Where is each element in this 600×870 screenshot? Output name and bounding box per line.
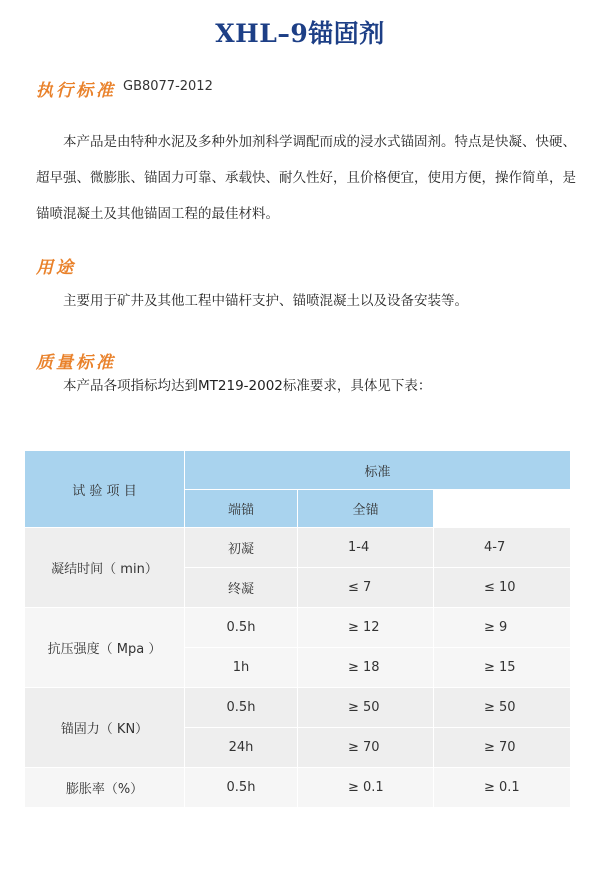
table-cell-end: ≥ 50 [298,688,434,728]
table-row [25,688,571,728]
table-cell-sub: 24h [185,728,298,768]
quality-paragraph: 本产品各项指标均达到MT219-2002标准要求，具体见下表： [63,378,432,394]
table-cell-full: ≥ 50 [434,688,571,728]
header-full-anchor: 全锚 [298,490,434,528]
table-cell-full: ≥ 9 [434,608,571,648]
usage-heading: 用途 [36,258,76,278]
table-cell-full: ≥ 15 [434,648,571,688]
table-cell-sub: 1h [185,648,298,688]
table-cell-sub: 终凝 [185,568,298,608]
table-cell-sub: 初凝 [185,528,298,568]
table-cell-sub: 0.5h [185,608,298,648]
table-row [25,608,571,648]
quality-heading: 质量标准 [36,353,116,373]
table-cell-end: ≥ 12 [298,608,434,648]
header-standard: 标准 [185,451,571,490]
table-cell-full: ≤ 10 [434,568,571,608]
group-label-setting-time: 凝结时间（ min） [25,528,185,608]
table-cell-end: ≥ 0.1 [298,768,434,808]
table-cell-end: ≥ 18 [298,648,434,688]
table-cell-end: ≤ 7 [298,568,434,608]
table-row [25,768,571,808]
standard-code: GB8077-2012 [123,79,213,94]
table-row [25,528,571,568]
intro-paragraph: 本产品是由特种水泥及多种外加剂科学调配而成的浸水式锚固剂。特点是快凝、快硬、超早强、微膨胀、锚固力可靠、承载快、耐久性好，且价格便宜，使用方便，操作简单，是锚喷混凝土及其他锚固工程的最佳材料。 [36,134,576,222]
table-cell-full: ≥ 70 [434,728,571,768]
page-title: XHL–9锚固剂 [215,19,385,48]
quality-spec-table [24,450,571,808]
table-cell-end: 1-4 [298,528,434,568]
table-cell-end: ≥ 70 [298,728,434,768]
header-test-item: 试 验 项 目 [25,451,185,528]
table-cell-sub: 0.5h [185,688,298,728]
table-header-row [25,451,571,490]
header-end-anchor: 端锚 [185,490,298,528]
table-cell-sub: 0.5h [185,768,298,808]
table-cell-full: ≥ 0.1 [434,768,571,808]
group-label-compressive-strength: 抗压强度（ Mpa ） [25,608,185,688]
usage-paragraph: 主要用于矿井及其他工程中锚杆支护、锚喷混凝土以及设备安装等。 [63,293,468,309]
group-label-expansion-rate: 膨胀率（%） [25,768,185,808]
group-label-anchoring-force: 锚固力（ KN） [25,688,185,768]
execution-standard-heading: 执行标准 [36,81,116,101]
table-cell-full: 4-7 [434,528,571,568]
